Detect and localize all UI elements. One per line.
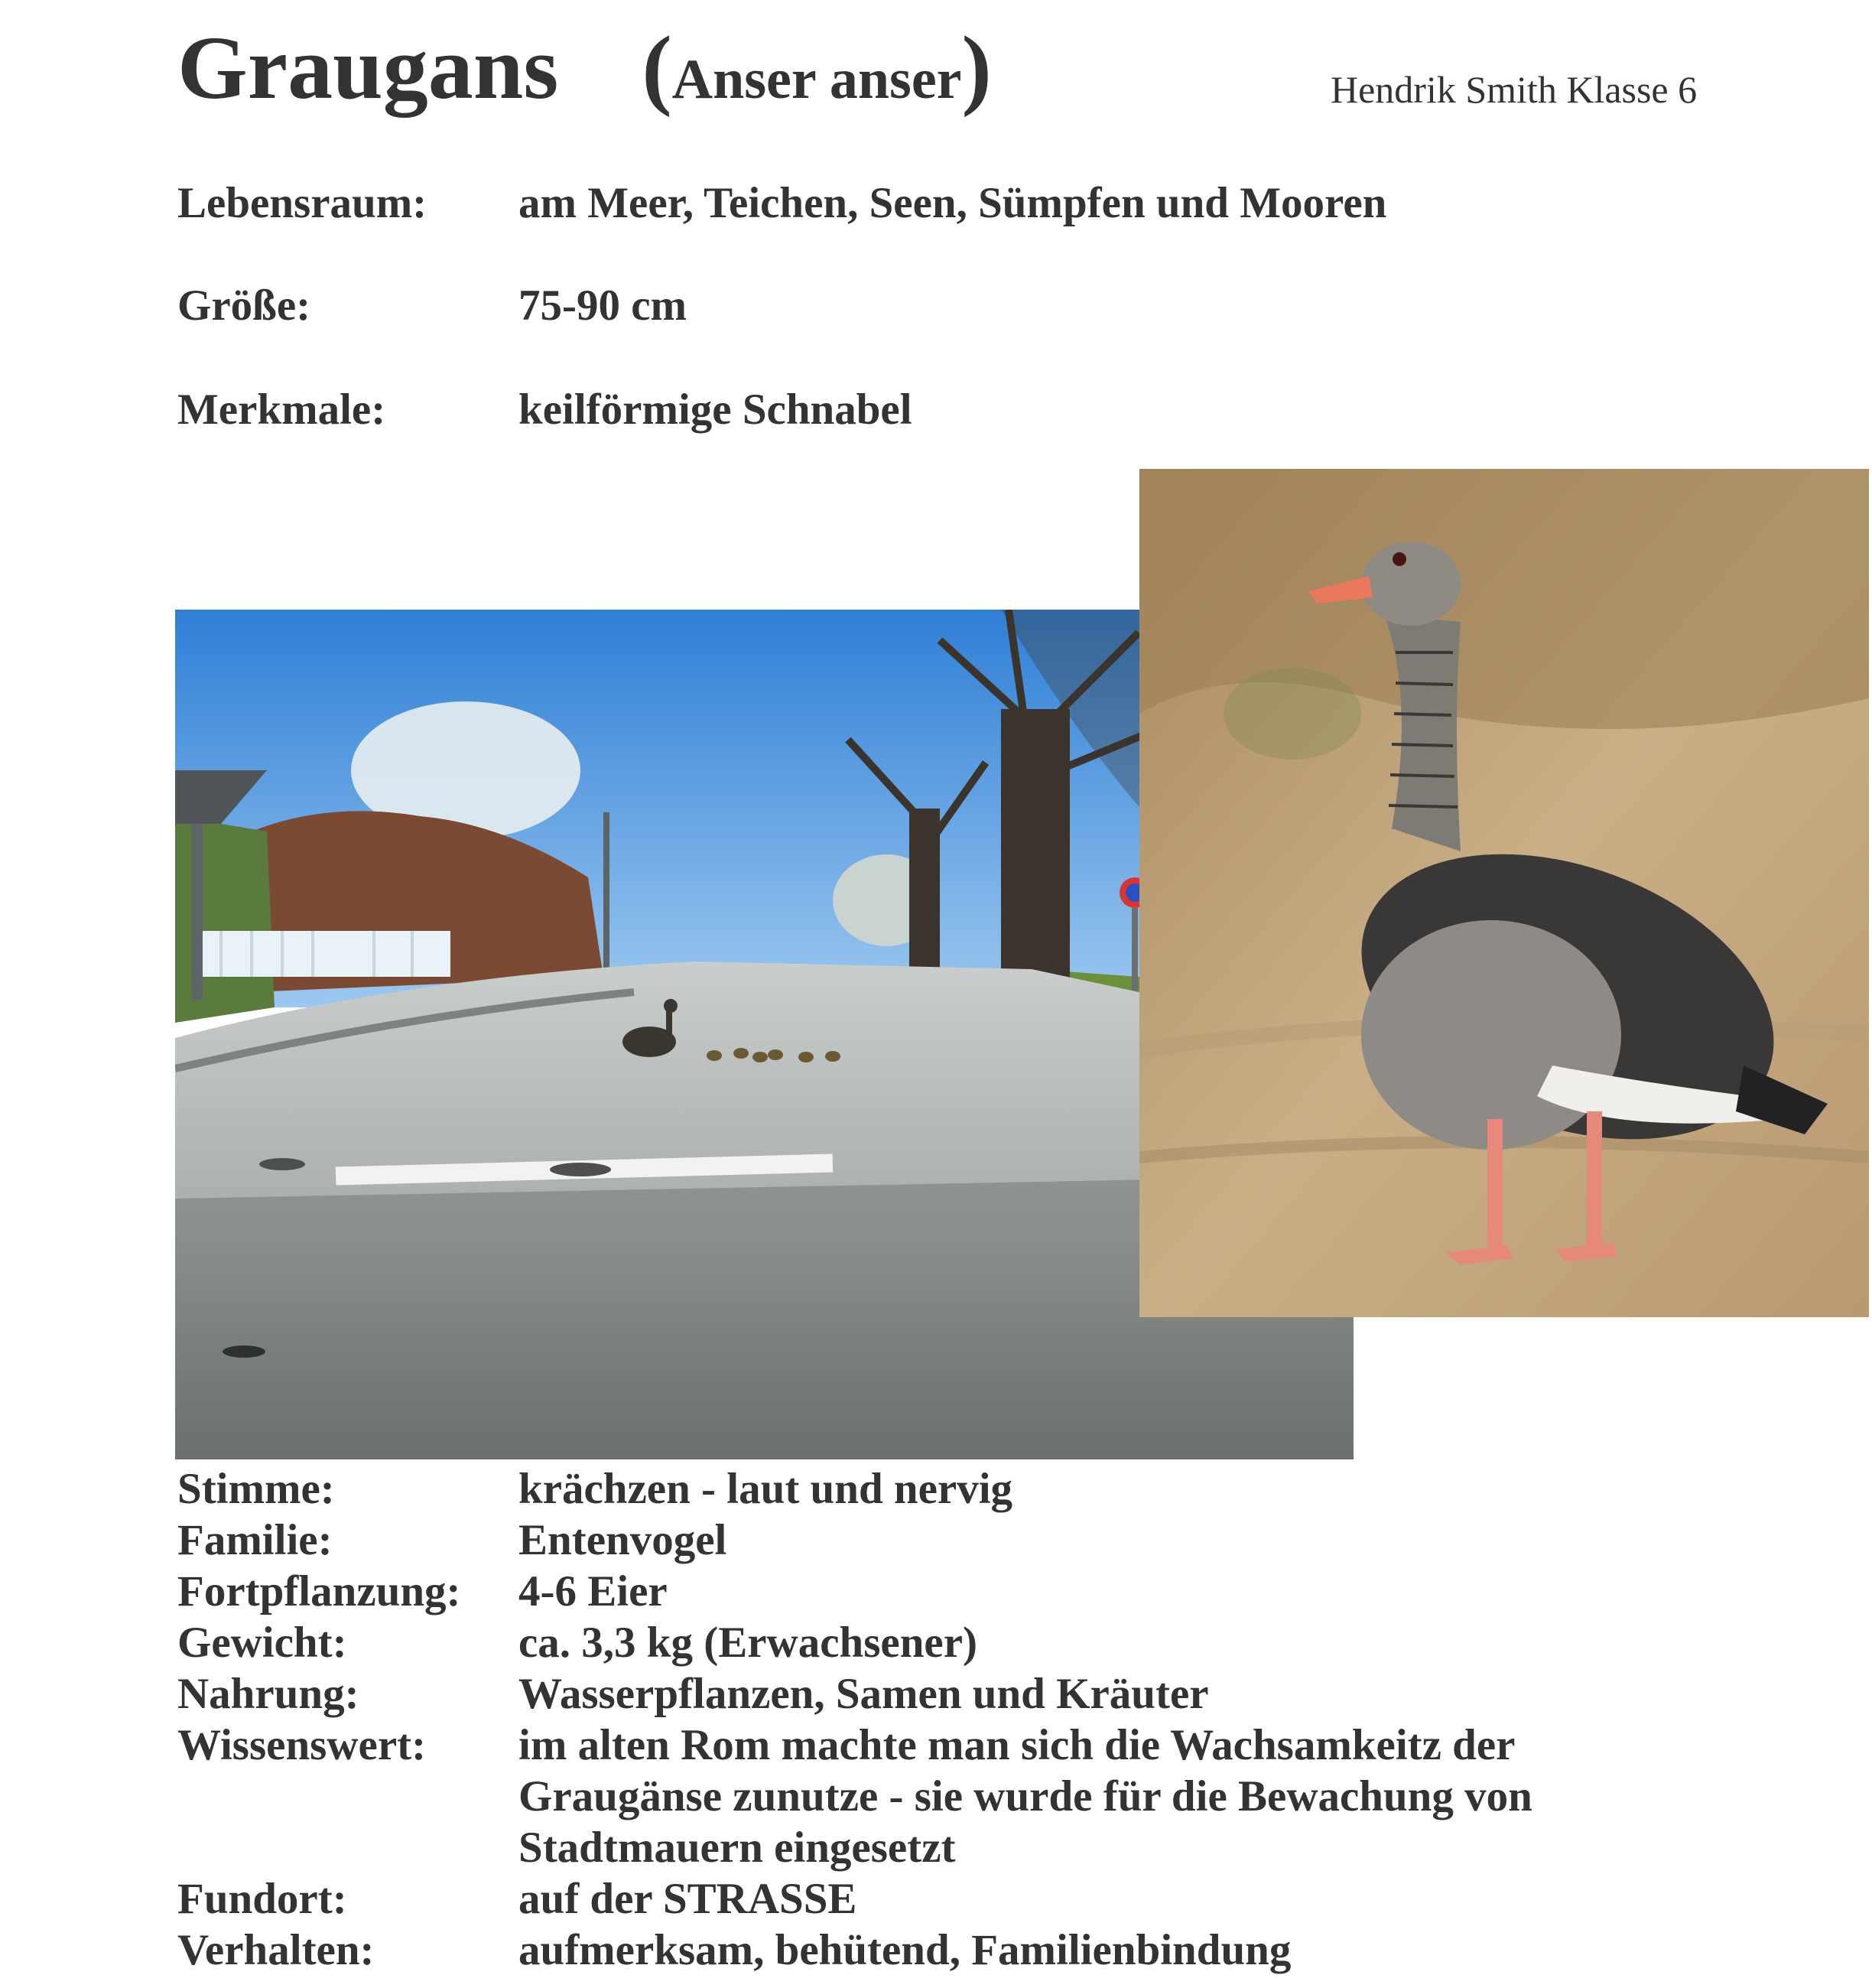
page-title: [177, 18, 992, 118]
value-wissenswert-line-2: Graugänse zunutze - sie wurde für die Bewachung von: [518, 1772, 1532, 1820]
latin-name: Anser anser: [671, 48, 962, 111]
value-stimme: krächzen - laut und nervig: [518, 1465, 1013, 1513]
open-paren: (: [642, 18, 672, 118]
value-fundort: auf der STRASSE: [518, 1875, 857, 1923]
label-lebensraum: Lebensraum:: [177, 179, 427, 227]
label-stimme: Stimme:: [177, 1465, 335, 1513]
value-familie: Entenvogel: [518, 1516, 727, 1564]
author-line: Hendrik Smith Klasse 6: [1331, 68, 1698, 111]
label-familie: Familie:: [177, 1516, 333, 1564]
value-wissenswert-line-1: im alten Rom machte man sich die Wachsamkeitz der: [518, 1721, 1516, 1769]
label-wissenswert: Wissenswert:: [177, 1721, 427, 1769]
label-gewicht: Gewicht:: [177, 1619, 347, 1667]
close-paren: ): [961, 18, 992, 118]
value-gewicht: ca. 3,3 kg (Erwachsener): [518, 1619, 977, 1667]
goose-photo-image: [1139, 469, 1869, 1317]
value-merkmale: keilförmige Schnabel: [518, 386, 912, 434]
label-nahrung: Nahrung:: [177, 1670, 359, 1718]
value-nahrung: Wasserpflanzen, Samen und Kräuter: [518, 1670, 1209, 1718]
value-fortpflanzung: 4-6 Eier: [518, 1567, 668, 1615]
value-groesse: 75-90 cm: [518, 281, 687, 330]
label-groesse: Größe:: [177, 281, 311, 330]
goose-photo: [1139, 469, 1869, 1317]
common-name: Graugans: [177, 18, 559, 118]
value-lebensraum: am Meer, Teichen, Seen, Sümpfen und Mooren: [518, 179, 1387, 227]
value-wissenswert-line-3: Stadtmauern eingesetzt: [518, 1824, 956, 1872]
label-merkmale: Merkmale:: [177, 386, 386, 434]
label-fortpflanzung: Fortpflanzung:: [177, 1567, 461, 1615]
label-fundort: Fundort:: [177, 1875, 347, 1923]
value-verhalten: aufmerksam, behütend, Familienbindung: [518, 1926, 1292, 1974]
label-verhalten: Verhalten:: [177, 1926, 375, 1974]
